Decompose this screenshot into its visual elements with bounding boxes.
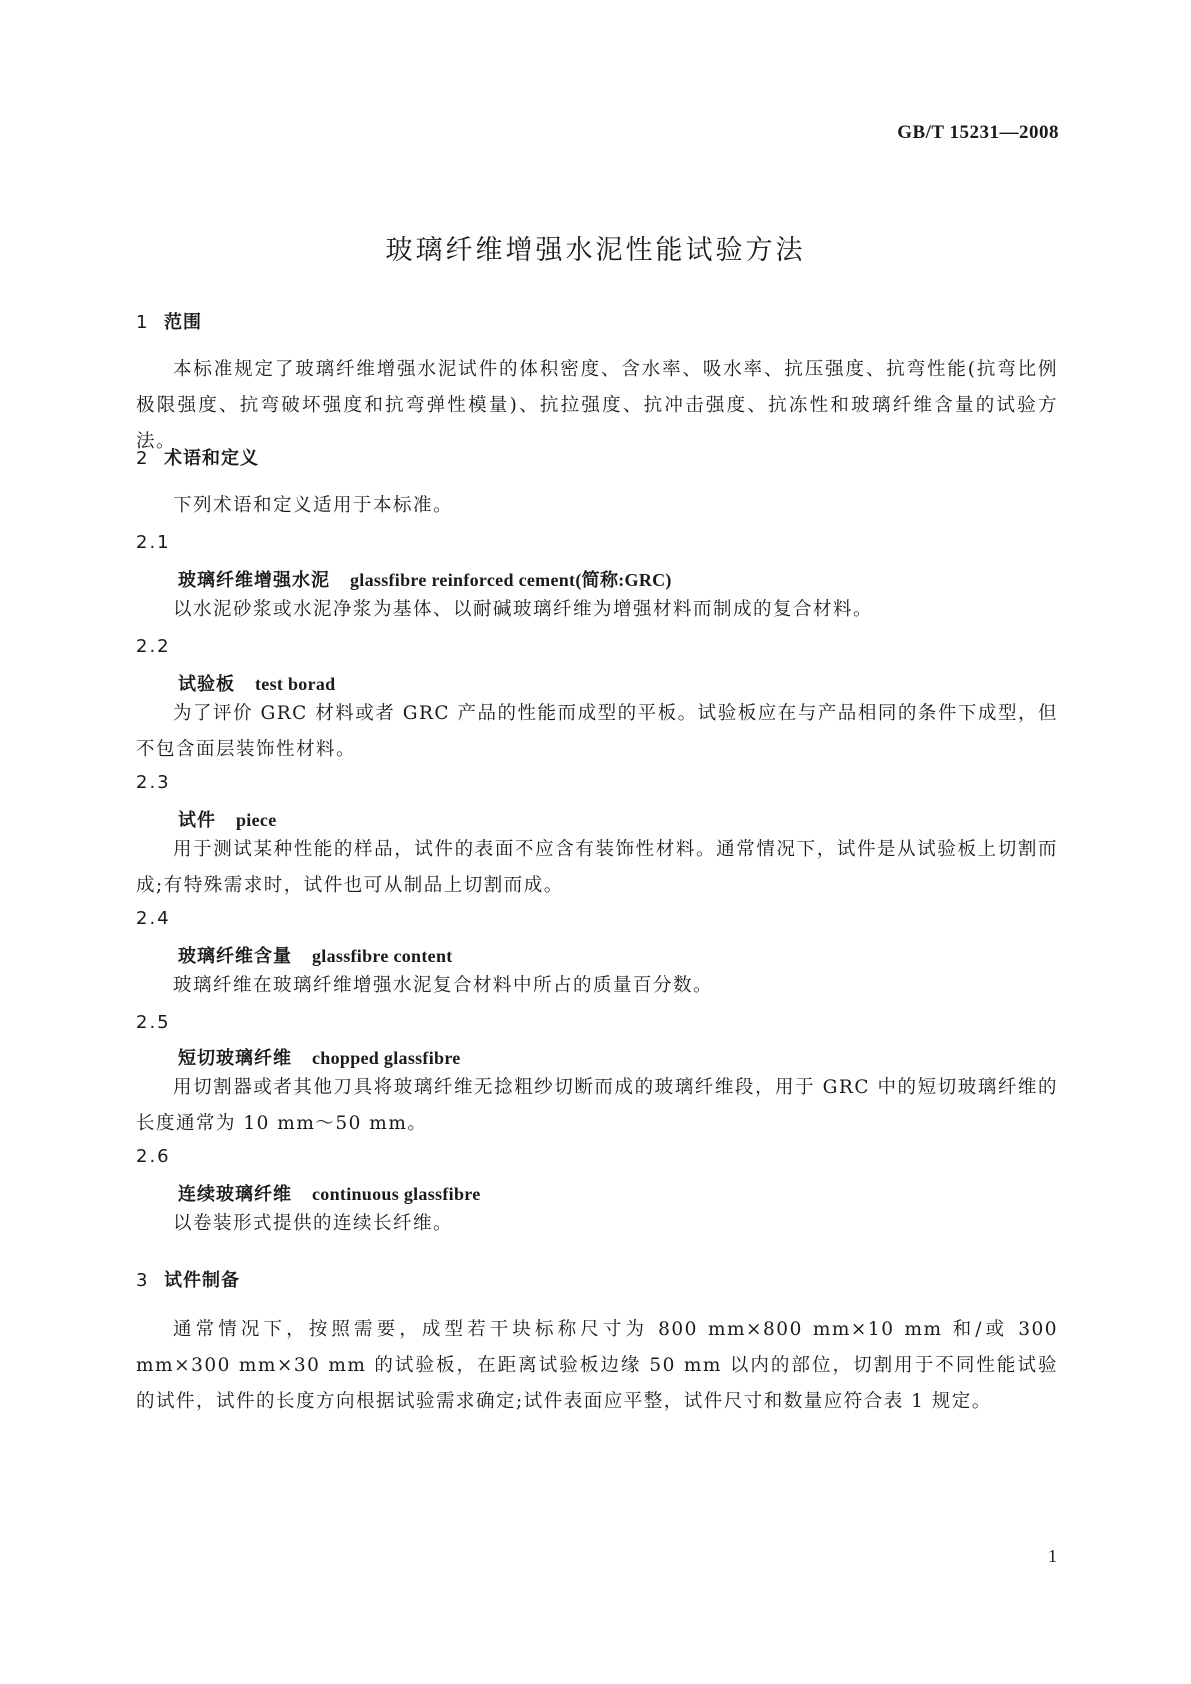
term-zh: 试验板: [178, 674, 235, 695]
standard-code: GB/T 15231—2008: [897, 122, 1059, 143]
clause-number: 2.1: [136, 532, 171, 553]
term-heading: [178, 670, 336, 696]
term-heading: [178, 806, 276, 832]
section-number: 2: [136, 448, 149, 469]
clause-number: 2.5: [136, 1012, 171, 1033]
clause-number: 2.6: [136, 1146, 171, 1167]
clause-number: 2.2: [136, 636, 171, 657]
term-definition: 以水泥砂浆或水泥净浆为基体、以耐碱玻璃纤维为增强材料而制成的复合材料。: [173, 599, 874, 620]
term-heading: [178, 1044, 461, 1070]
term-definition: 玻璃纤维在玻璃纤维增强水泥复合材料中所占的质量百分数。: [173, 975, 714, 996]
section-number: 1: [136, 312, 149, 333]
term-zh: 连续玻璃纤维: [178, 1184, 292, 1205]
term-definition: 以卷装形式提供的连续长纤维。: [173, 1213, 454, 1234]
document-title: 玻璃纤维增强水泥性能试验方法: [385, 235, 806, 266]
page-number: 1: [1048, 1546, 1057, 1566]
section-title: 范围: [164, 312, 202, 333]
term-definition: 用切割器或者其他刀具将玻璃纤维无捻粗纱切断而成的玻璃纤维段，用于 GRC 中的短切玻璃纤维的长度通常为 10 mm～50 mm。: [136, 1077, 1058, 1134]
clause-number: 2.4: [136, 908, 171, 929]
term-en: test borad: [255, 674, 336, 694]
term-definition: 用于测试某种性能的样品，试件的表面不应含有装饰性材料。通常情况下，试件是从试验板上切割而成;有特殊需求时，试件也可从制品上切割而成。: [136, 839, 1058, 896]
section-title: 试件制备: [164, 1270, 240, 1291]
term-zh: 试件: [178, 810, 216, 831]
term-en: glassfibre content: [312, 946, 453, 966]
section-2-intro: 下列术语和定义适用于本标准。: [173, 495, 454, 516]
section-3-heading: [136, 1266, 240, 1292]
term-zh: 玻璃纤维增强水泥: [178, 570, 330, 591]
section-3-paragraph: 通常情况下，按照需要，成型若干块标称尺寸为 800 mm×800 mm×10 mm 和/或 300 mm×300 mm×30 mm 的试验板，在距离试验板边缘 50 mm 以内的部位，切割用于不同性能试验的试件，试件的长度方向根据试验需求确定;试件表面应平整，试件尺寸和数量应符合表 1 规定。: [136, 1319, 1058, 1412]
term-heading: [178, 566, 672, 592]
term-definition: 为了评价 GRC 材料或者 GRC 产品的性能而成型的平板。试验板应在与产品相同的条件下成型，但不包含面层装饰性材料。: [136, 703, 1058, 760]
term-en: continuous glassfibre: [312, 1184, 481, 1204]
section-2-heading: [136, 444, 259, 470]
section-1-heading: [136, 308, 202, 334]
term-en: piece: [236, 810, 277, 830]
term-heading: [178, 942, 453, 968]
section-number: 3: [136, 1270, 149, 1291]
term-zh: 玻璃纤维含量: [178, 946, 292, 967]
section-title: 术语和定义: [164, 448, 259, 469]
term-en: glassfibre reinforced cement(简称:GRC): [350, 570, 672, 590]
term-zh: 短切玻璃纤维: [178, 1048, 292, 1069]
section-1-paragraph: 本标准规定了玻璃纤维增强水泥试件的体积密度、含水率、吸水率、抗压强度、抗弯性能(抗弯比例极限强度、抗弯破坏强度和抗弯弹性模量)、抗拉强度、抗冲击强度、抗冻性和玻璃纤维含量的试验方法。: [136, 359, 1058, 452]
term-heading: [178, 1180, 481, 1206]
term-en: chopped glassfibre: [312, 1048, 461, 1068]
clause-number: 2.3: [136, 772, 171, 793]
